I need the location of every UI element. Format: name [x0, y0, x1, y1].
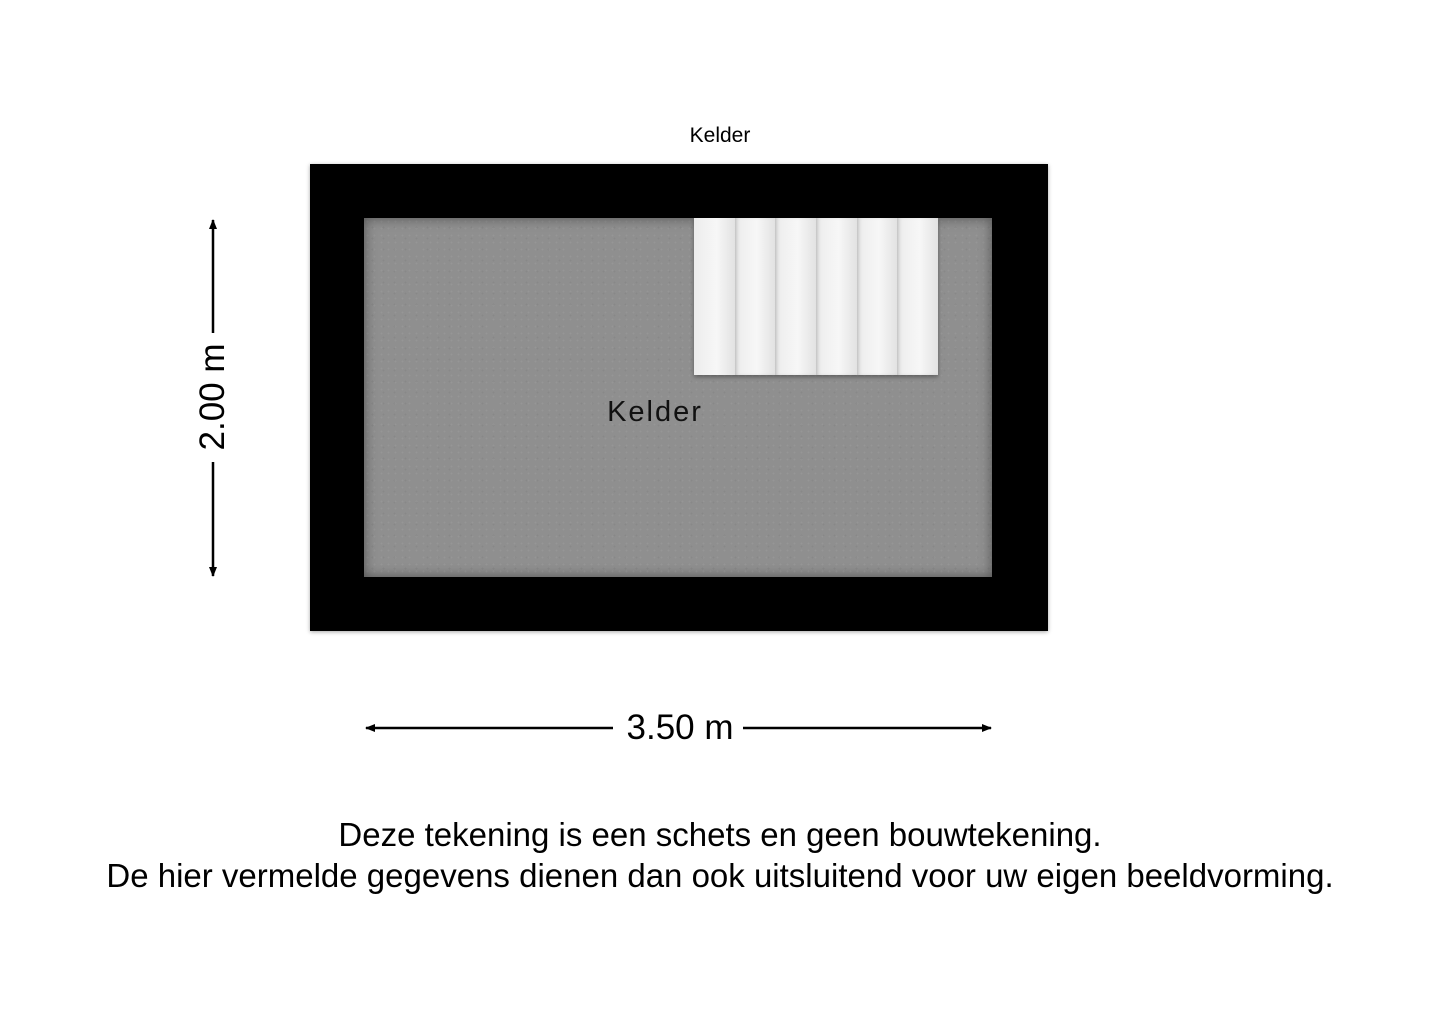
disclaimer-line-1: Deze tekening is een schets en geen bouwtekening.: [338, 816, 1102, 853]
depth-dimension-label: 2.00 m: [193, 343, 232, 451]
width-dimension-label: 3.50 m: [626, 708, 734, 747]
floor-title: Kelder: [689, 124, 751, 147]
room-label: Kelder: [607, 396, 703, 428]
disclaimer-line-2: De hier vermelde gegevens dienen dan ook uitsluitend voor uw eigen beeldvorming.: [106, 857, 1334, 894]
